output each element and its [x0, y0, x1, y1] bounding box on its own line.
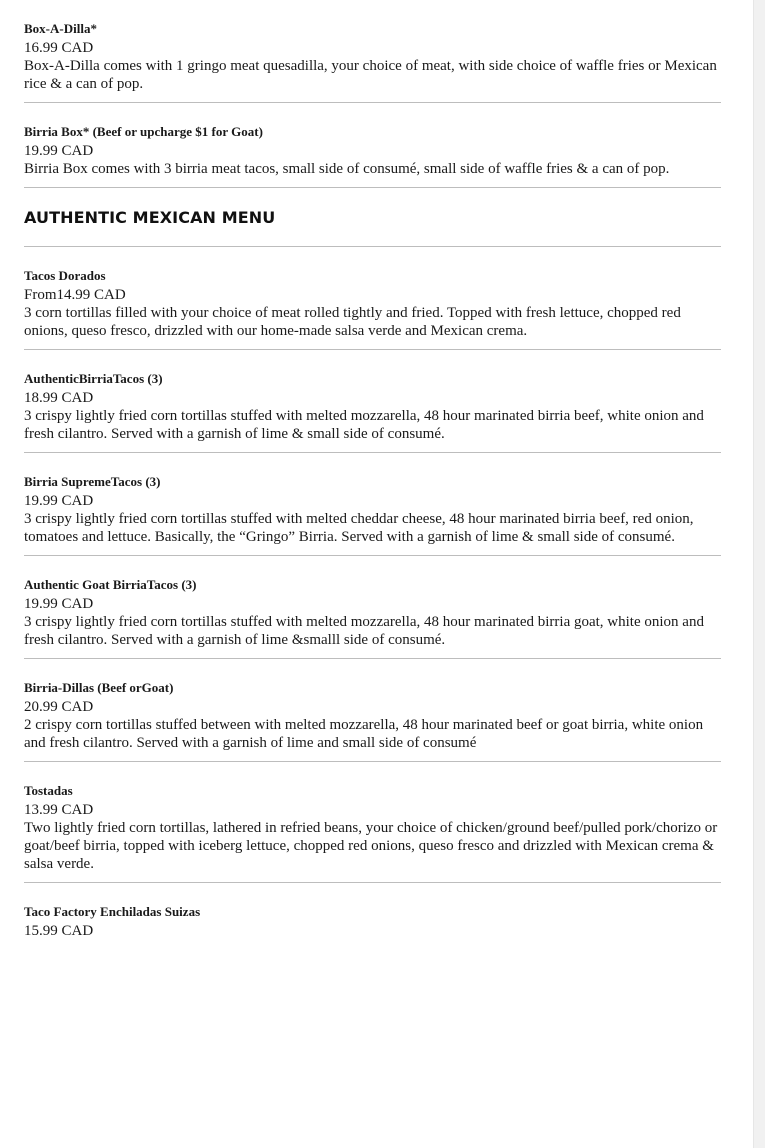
menu-item-tacos-dorados	[24, 247, 721, 350]
menu-item-name: Birria Box* (Beef or upcharge $1 for Goat)	[24, 124, 263, 139]
section-heading-authentic-mexican-menu: AUTHENTIC MEXICAN MENU	[24, 188, 721, 247]
menu-item-price: 13.99 CAD	[24, 802, 94, 818]
menu-item-price: 16.99 CAD	[24, 40, 94, 56]
menu-item-birria-supreme-tacos	[24, 453, 721, 556]
menu-item-birria-box	[24, 103, 721, 188]
menu-item-price: 20.99 CAD	[24, 699, 94, 715]
menu-item-name: Authentic Goat BirriaTacos (3)	[24, 577, 197, 592]
menu-item-box-a-dilla	[24, 0, 721, 103]
menu-item-description: 3 corn tortillas filled with your choice of meat rolled tightly and fried. Topped with fresh lettuce, chopped red onions, queso fresco, drizzled with our home-made salsa verde and Mexican crema.	[24, 305, 681, 339]
menu-item-birria-dillas	[24, 659, 721, 762]
menu-item-description: 3 crispy lightly fried corn tortillas stuffed with melted mozzarella, 48 hour marinated birria beef, white onion and fresh cilantro. Served with a garnish of lime & small side of consumé.	[24, 408, 704, 442]
scrollbar-track[interactable]	[753, 0, 765, 1148]
menu-item-name: Tacos Dorados	[24, 268, 106, 283]
menu-item-name: Taco Factory Enchiladas Suizas	[24, 904, 201, 919]
menu-item-description: 2 crispy corn tortillas stuffed between with melted mozzarella, 48 hour marinated beef or goat birria, white onion and fresh cilantro. Served with a garnish of lime and small side of consumé	[24, 717, 704, 751]
menu-item-price: 19.99 CAD	[24, 596, 94, 612]
menu-item-description: 3 crispy lightly fried corn tortillas stuffed with melted cheddar cheese, 48 hour marinated birria beef, red onion, tomatoes and lettuce. Basically, the “Gringo” Birria. Served with a garnish of lime & small side of consumé.	[24, 511, 694, 545]
menu-item-description: 3 crispy lightly fried corn tortillas stuffed with melted mozzarella, 48 hour marinated birria goat, white onion and fresh cilantro. Served with a garnish of lime &smalll side of consumé.	[24, 614, 704, 648]
menu-item-description: Two lightly fried corn tortillas, lathered in refried beans, your choice of chicken/ground beef/pulled pork/chorizo or goat/beef birria, topped with iceberg lettuce, chopped red onions, queso fresco and drizzled with Mexican crema & salsa verde.	[24, 820, 718, 872]
menu-item-price: 19.99 CAD	[24, 143, 94, 159]
menu-item-price: From14.99 CAD	[24, 287, 126, 303]
menu-item-authentic-birria-tacos	[24, 350, 721, 453]
menu-item-name: AuthenticBirriaTacos (3)	[24, 371, 163, 386]
menu-item-price: 15.99 CAD	[24, 923, 94, 939]
menu-item-price: 18.99 CAD	[24, 390, 94, 406]
menu-item-name: Tostadas	[24, 783, 73, 798]
menu-item-name: Birria SupremeTacos (3)	[24, 474, 161, 489]
menu-item-name: Box-A-Dilla*	[24, 21, 97, 36]
menu-item-tostadas	[24, 762, 721, 883]
menu-item-enchiladas-suizas	[24, 883, 721, 940]
menu-item-description: Birria Box comes with 3 birria meat tacos, small side of consumé, small side of waffle fries & a can of pop.	[24, 161, 670, 177]
menu-item-name: Birria-Dillas (Beef orGoat)	[24, 680, 174, 695]
menu-content	[24, 0, 721, 940]
menu-item-price: 19.99 CAD	[24, 493, 94, 509]
menu-item-authentic-goat-birria-tacos	[24, 556, 721, 659]
menu-item-description: Box-A-Dilla comes with 1 gringo meat quesadilla, your choice of meat, with side choice of waffle fries or Mexican rice & a can of pop.	[24, 58, 717, 92]
